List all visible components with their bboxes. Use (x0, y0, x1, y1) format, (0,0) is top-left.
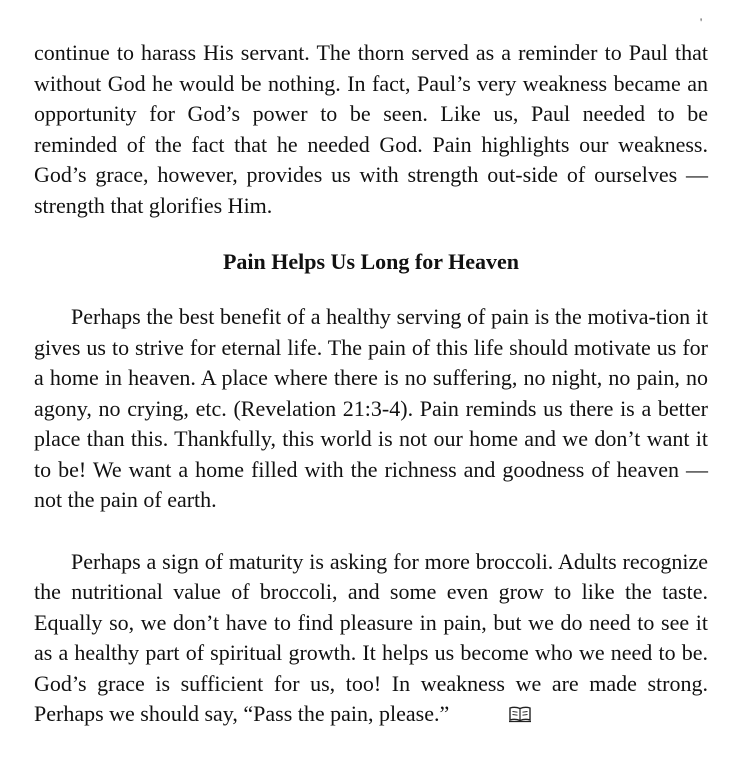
paragraph-gap (34, 516, 708, 547)
corner-mark: ' (700, 15, 703, 29)
section-heading: Pain Helps Us Long for Heaven (222, 249, 519, 274)
document-page (34, 38, 708, 730)
paragraph-broccoli (34, 547, 708, 730)
paragraph-broccoli-text: Perhaps a sign of maturity is asking for more broccoli. Adults recognize the nutritional value of broccoli, and some even grow to like the taste. Equally so, we don’t have to find pleasure in pain, but we do need to see it as a healthy part of spiritual growth. It helps us become who we need to be. God’s grace is sufficient for us, too! In weakness we are made strong. Perhaps we should say, “Pass the pain, please.” (34, 548, 708, 726)
paragraph-motivation: Perhaps the best benefit of a healthy serving of pain is the motiva-tion it gives us to strive for eternal life. The pain of this life should motivate us for a home in heaven. A place where there is no suffering, no night, no pain, no agony, no crying, etc. (Revelation 21:3-4). Pain reminds us there is a better place than this. Thankfully, this world is not our home and we don’t want it to be! We want a home filled with the richness and goodness of heaven — not the pain of earth. (34, 304, 708, 512)
paragraph-continuation: continue to harass His servant. The thorn served as a reminder to Paul that without God he would be nothing. In fact, Paul’s very weakness became an opportunity for God’s power to be seen. Like us, Paul needed to be reminded of the fact that he needed God. Pain highlights our weakness. God’s grace, however, provides us with strength out-side of ourselves — strength that glorifies Him. (34, 40, 708, 218)
open-book-icon (471, 701, 495, 719)
